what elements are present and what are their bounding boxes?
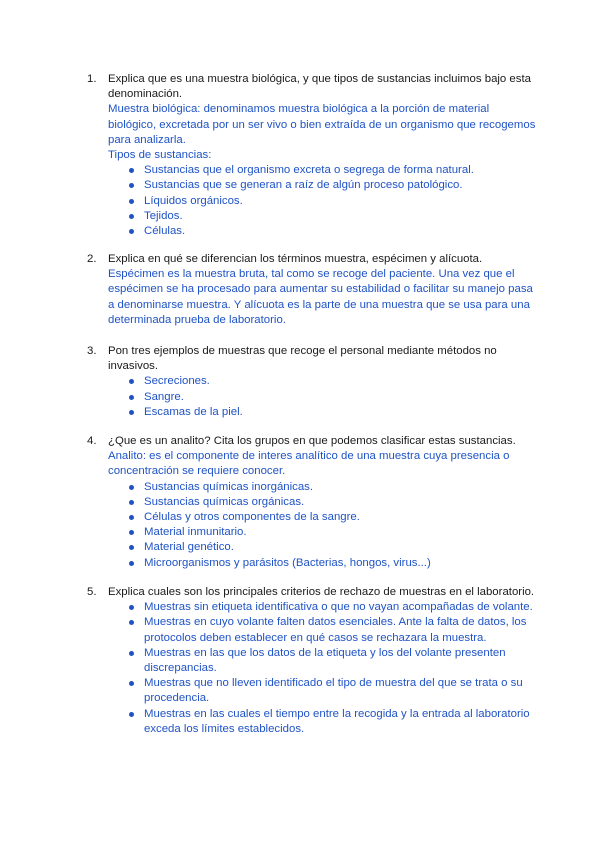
list-item bbox=[108, 405, 538, 420]
list-item-text: Muestras en las que los datos de la etiqueta y los del volante presenten discrepancias. bbox=[144, 646, 506, 675]
bullet-icon bbox=[129, 605, 134, 610]
list-item bbox=[108, 540, 538, 555]
list-item bbox=[108, 209, 538, 224]
list-item-text: Muestras que no lleven identificado el tipo de muestra del que se trata o su procedencia. bbox=[144, 677, 523, 705]
list-item-text: Sustancias que el organismo excreta o segrega de forma natural. bbox=[144, 164, 474, 177]
question-2 bbox=[87, 252, 538, 328]
answer-bullet-list bbox=[108, 480, 538, 571]
list-item-text: Escamas de la piel. bbox=[144, 405, 243, 418]
list-item bbox=[108, 707, 538, 737]
list-item-text: Tejidos. bbox=[144, 209, 183, 222]
question-text: ¿Que es un analito? Cita los grupos en que podemos clasificar estas sustancias. bbox=[108, 435, 516, 447]
list-item bbox=[108, 390, 538, 405]
bullet-icon bbox=[129, 379, 134, 384]
list-item bbox=[108, 480, 538, 495]
list-item bbox=[108, 224, 538, 239]
question-text: Explica cuales son los principales criterios de rechazo de muestras en el laboratorio. bbox=[108, 586, 535, 598]
bullet-icon bbox=[129, 168, 134, 173]
bullet-icon bbox=[129, 410, 134, 415]
list-item bbox=[108, 510, 538, 525]
question-4 bbox=[87, 434, 538, 571]
bullet-icon bbox=[129, 395, 134, 400]
bullet-icon bbox=[129, 199, 134, 204]
bullet-icon bbox=[129, 229, 134, 234]
bullet-icon bbox=[129, 651, 134, 656]
answer-paragraph: Tipos de sustancias: bbox=[108, 149, 212, 162]
list-item-text: Muestras en las cuales el tiempo entre la recogida y la entrada al laboratorio exceda los límites establecidos. bbox=[144, 707, 530, 735]
question-text: Explica en qué se diferencian los términos muestra, espécimen y alícuota. bbox=[108, 253, 483, 265]
list-item bbox=[108, 163, 538, 178]
list-item bbox=[108, 556, 538, 571]
list-item-text: Microorganismos y parásitos (Bacterias, hongos, virus...) bbox=[144, 556, 431, 569]
bullet-icon bbox=[129, 681, 134, 686]
question-number: 5. bbox=[87, 586, 97, 598]
list-item-text: Células y otros componentes de la sangre. bbox=[144, 511, 360, 524]
list-item bbox=[108, 615, 538, 645]
question-text: Explica que es una muestra biológica, y que tipos de sustancias incluimos bajo esta denominación. bbox=[108, 73, 531, 101]
bullet-icon bbox=[129, 214, 134, 219]
question-number: 2. bbox=[87, 253, 97, 265]
question-1 bbox=[87, 72, 538, 239]
bullet-icon bbox=[129, 620, 134, 625]
question-number: 4. bbox=[87, 435, 97, 447]
bullet-icon bbox=[129, 500, 134, 505]
list-item bbox=[108, 600, 538, 615]
list-item-text: Sustancias que se generan a raíz de algún proceso patológico. bbox=[144, 179, 463, 192]
answer-paragraph: Espécimen es la muestra bruta, tal como se recoge del paciente. Una vez que el espécimen se ha procesado para aumentar su estabilidad o facilitar su manejo pasa a denominarse muestra. Y alícuota es la parte de una muestra que se usa para una determinada prueba de laboratorio. bbox=[108, 268, 533, 326]
list-item bbox=[108, 646, 538, 676]
list-item bbox=[108, 495, 538, 510]
answer-paragraph: Analito: es el componente de interes analítico de una muestra cuya presencia o concentración se requiere conocer. bbox=[108, 450, 510, 478]
list-item-text: Secreciones. bbox=[144, 375, 210, 388]
bullet-icon bbox=[129, 712, 134, 717]
list-item-text: Sustancias químicas inorgánicas. bbox=[144, 480, 314, 493]
bullet-icon bbox=[129, 485, 134, 490]
list-item bbox=[108, 525, 538, 540]
list-item bbox=[108, 676, 538, 706]
list-item-text: Material inmunitario. bbox=[144, 526, 247, 539]
bullet-icon bbox=[129, 545, 134, 550]
list-item-text: Sangre. bbox=[144, 390, 184, 403]
bullet-icon bbox=[129, 515, 134, 520]
list-item-text: Líquidos orgánicos. bbox=[144, 194, 243, 207]
bullet-icon bbox=[129, 183, 134, 188]
answer-bullet-list bbox=[108, 163, 538, 239]
question-number: 1. bbox=[87, 73, 97, 85]
list-item-text: Células. bbox=[144, 225, 186, 238]
bullet-icon bbox=[129, 561, 134, 566]
list-item-text: Muestras en cuyo volante falten datos esenciales. Ante la falta de datos, los protocolos deben establecer en qué casos se rechazara la muestra. bbox=[144, 616, 527, 644]
question-3 bbox=[87, 344, 538, 420]
question-5 bbox=[87, 585, 538, 737]
list-item-text: Sustancias químicas orgánicas. bbox=[144, 495, 305, 508]
answer-bullet-list bbox=[108, 600, 538, 737]
question-number: 3. bbox=[87, 345, 97, 357]
answer-paragraph: Muestra biológica: denominamos muestra biológica a la porción de material biológico, excretada por un ser vivo o bien extraída de un organismo que recogemos para analizarla. bbox=[108, 103, 536, 146]
bullet-icon bbox=[129, 530, 134, 535]
list-item bbox=[108, 194, 538, 209]
list-item-text: Muestras sin etiqueta identificativa o que no vayan acompañadas de volante. bbox=[144, 601, 533, 614]
list-item bbox=[108, 374, 538, 389]
question-text: Pon tres ejemplos de muestras que recoge el personal mediante métodos no invasivos. bbox=[108, 345, 497, 373]
answer-bullet-list bbox=[108, 374, 538, 420]
list-item-text: Material genético. bbox=[144, 541, 234, 554]
list-item bbox=[108, 178, 538, 193]
